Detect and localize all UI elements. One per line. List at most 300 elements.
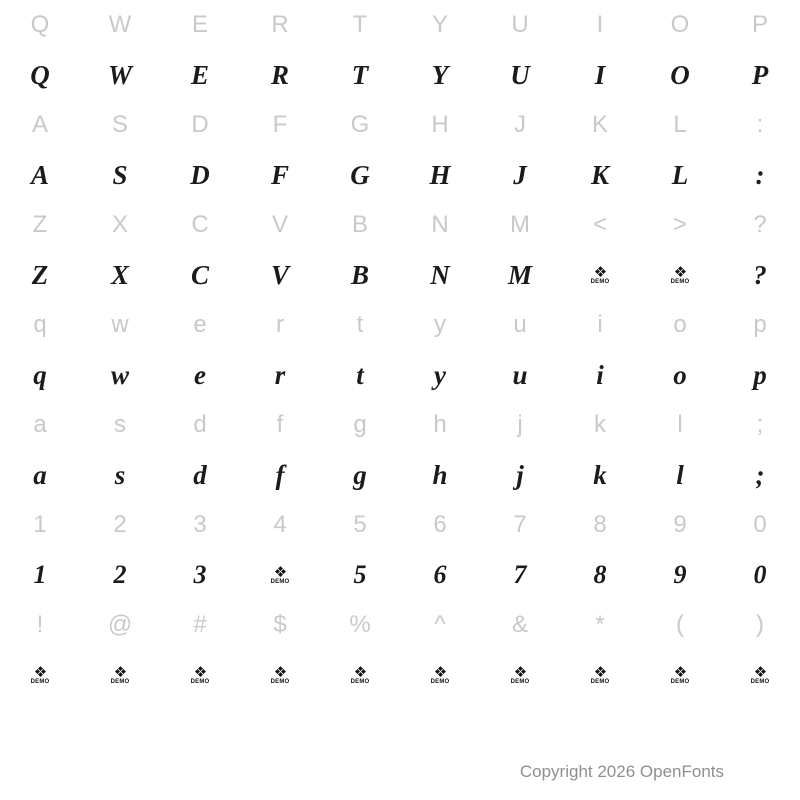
glyph-char: w [111,311,129,338]
glyph-char: L [671,159,689,190]
ornament-demo-glyph [0,650,80,700]
sample-glyph [480,550,560,600]
key-glyph [640,200,720,250]
glyph-char: 6 [433,511,447,538]
glyph-char: k [594,411,606,438]
glyph-char: r [276,311,284,338]
glyph-char: M [507,259,532,290]
sample-glyph [240,150,320,200]
glyph-char: L [673,111,687,138]
glyph-char: U [510,59,530,90]
glyph-char: K [590,159,609,190]
flower-ornament-icon [590,662,610,685]
key-glyph [720,100,800,150]
key-glyph [80,600,160,650]
sample-glyph [0,550,80,600]
ornament-demo-label: DEMO [270,578,290,585]
sample-glyph [320,150,400,200]
glyph-char: y [434,359,446,390]
glyph-char: p [753,359,767,390]
glyph-char: 5 [353,560,367,589]
glyph-char: h [432,459,448,490]
key-glyph [320,300,400,350]
glyph-char: F [270,159,289,190]
sample-glyph [0,450,80,500]
flower-ornament-icon [670,662,690,685]
key-glyph [0,500,80,550]
glyph-char: l [677,411,683,438]
glyph-char: 8 [593,511,607,538]
key-glyph [720,0,800,50]
glyph-char: T [351,59,369,90]
glyph-char: D [190,159,210,190]
key-glyph [160,500,240,550]
glyph-char: Q [30,11,50,38]
key-glyph [480,400,560,450]
glyph-char: f [275,459,285,490]
glyph-char: ; [755,459,765,490]
glyph-char: 3 [193,560,207,589]
glyph-char: V [270,259,289,290]
glyph-char: ? [753,211,767,238]
sample-glyph [0,50,80,100]
key-glyph [480,200,560,250]
sample-glyph [560,50,640,100]
key-glyph [0,400,80,450]
glyph-char: A [30,159,49,190]
glyph-char: : [755,159,765,190]
sample-glyph [480,150,560,200]
glyph-char: g [353,411,367,438]
flower-ornament-icon [30,662,50,685]
sample-glyph [560,350,640,400]
glyph-char: $ [273,611,287,638]
sample-glyph [160,550,240,600]
glyph-char: 2 [113,511,127,538]
key-glyph [320,500,400,550]
sample-glyph [640,350,720,400]
sample-glyph [640,550,720,600]
glyph-char: k [593,459,607,490]
key-glyph [560,400,640,450]
ornament-petals: ❖ [33,662,47,681]
glyph-char: # [193,611,207,638]
sample-glyph [720,250,800,300]
glyph-char: * [595,611,605,638]
key-glyph [720,600,800,650]
key-glyph [240,500,320,550]
sample-glyph [400,450,480,500]
glyph-char: N [431,211,449,238]
key-glyph [80,200,160,250]
ornament-demo-glyph [560,650,640,700]
glyph-char: u [512,359,528,390]
glyph-char: t [356,359,364,390]
sample-glyph [480,350,560,400]
glyph-char: o [673,311,687,338]
ornament-demo-label: DEMO [110,678,130,685]
key-glyph [640,600,720,650]
sample-glyph [560,450,640,500]
ornament-demo-glyph [320,650,400,700]
flower-ornament-icon [430,662,450,685]
glyph-char: D [191,111,209,138]
glyph-char: e [193,311,207,338]
ornament-demo-label: DEMO [270,678,290,685]
glyph-char: < [592,211,607,238]
flower-ornament-icon [270,562,290,585]
glyph-char: i [596,359,604,390]
ornament-petals: ❖ [273,662,287,681]
glyph-char: a [33,459,47,490]
sample-glyph [400,50,480,100]
glyph-char: S [111,111,128,138]
glyph-char: ^ [434,611,446,638]
ornament-demo-label: DEMO [670,278,690,285]
key-glyph [0,0,80,50]
key-glyph [80,100,160,150]
glyph-char: Z [32,211,48,238]
key-glyph [480,500,560,550]
key-glyph [720,200,800,250]
sample-glyph [320,250,400,300]
glyph-char: j [516,459,524,490]
key-glyph [160,600,240,650]
glyph-char: B [350,259,369,290]
key-glyph [400,100,480,150]
glyph-char: e [194,359,206,390]
key-glyph [0,200,80,250]
sample-glyph [720,50,800,100]
sample-glyph [0,150,80,200]
ornament-petals: ❖ [673,262,687,281]
glyph-char: P [751,59,769,90]
key-glyph [240,300,320,350]
glyph-char: 5 [353,511,367,538]
key-glyph [320,100,400,150]
sample-glyph [560,550,640,600]
key-glyph [160,300,240,350]
glyph-char: h [433,411,447,438]
key-glyph [160,100,240,150]
ornament-demo-glyph [720,650,800,700]
sample-glyph [400,550,480,600]
glyph-char: ; [756,411,764,438]
sample-glyph [320,550,400,600]
ornament-demo-glyph [240,550,320,600]
key-glyph [720,300,800,350]
glyph-char: R [271,11,289,38]
sample-glyph [160,350,240,400]
key-glyph [480,600,560,650]
ornament-petals: ❖ [273,562,287,581]
key-glyph [480,300,560,350]
ornament-petals: ❖ [593,662,607,681]
ornament-demo-label: DEMO [30,678,50,685]
flower-ornament-icon [750,662,770,685]
glyph-char: 6 [433,560,447,589]
key-glyph [720,500,800,550]
sample-glyph [0,350,80,400]
glyph-char: 8 [593,560,607,589]
glyph-char: U [511,11,529,38]
sample-glyph [640,50,720,100]
key-glyph [240,0,320,50]
ornament-petals: ❖ [193,662,207,681]
key-glyph [160,200,240,250]
sample-glyph [720,450,800,500]
ornament-demo-glyph [560,250,640,300]
glyph-char: G [350,111,370,138]
sample-glyph [80,550,160,600]
glyph-char: H [429,159,451,190]
sample-glyph [400,250,480,300]
sample-glyph [720,350,800,400]
sample-glyph [640,150,720,200]
key-glyph [80,500,160,550]
sample-glyph [0,250,80,300]
ornament-demo-label: DEMO [510,678,530,685]
key-glyph [0,600,80,650]
sample-glyph [720,550,800,600]
key-glyph [400,0,480,50]
glyph-char: 1 [33,560,47,589]
glyph-char: ! [36,611,44,638]
key-glyph [400,300,480,350]
glyph-char: f [276,411,284,438]
sample-glyph [400,150,480,200]
glyph-char: M [510,211,530,238]
key-glyph [560,600,640,650]
key-glyph [640,0,720,50]
glyph-char: p [753,311,767,338]
ornament-petals: ❖ [113,662,127,681]
glyph-char: q [33,359,47,390]
ornament-demo-label: DEMO [190,678,210,685]
glyph-char: I [596,11,604,38]
sample-glyph [240,350,320,400]
glyph-char: V [271,211,288,238]
key-glyph [240,400,320,450]
sample-glyph [480,50,560,100]
key-glyph [560,0,640,50]
sample-glyph [80,50,160,100]
glyph-char: 7 [513,560,527,589]
ornament-demo-label: DEMO [750,678,770,685]
sample-glyph [160,50,240,100]
ornament-demo-glyph [480,650,560,700]
glyph-char: X [111,211,128,238]
glyph-char: 1 [33,511,47,538]
glyph-char: N [430,259,450,290]
key-glyph [720,400,800,450]
key-glyph [480,0,560,50]
ornament-petals: ❖ [753,662,767,681]
glyph-char: t [356,311,364,338]
sample-glyph [480,250,560,300]
key-glyph [160,0,240,50]
key-glyph [320,200,400,250]
flower-ornament-icon [110,662,130,685]
glyph-char: E [191,11,208,38]
glyph-char: K [591,111,608,138]
glyph-char: l [676,459,684,490]
glyph-char: Z [31,259,49,290]
glyph-char: Y [431,59,449,90]
key-glyph [400,400,480,450]
sample-glyph [240,250,320,300]
glyph-char: & [511,611,528,638]
copyright-notice: Copyright 2026 OpenFonts [519,762,724,781]
sample-glyph [240,50,320,100]
glyph-char: S [112,159,128,190]
key-glyph [400,500,480,550]
key-glyph [560,200,640,250]
glyph-char: R [270,59,289,90]
glyph-char: 9 [673,560,687,589]
key-glyph [80,300,160,350]
ornament-demo-label: DEMO [670,678,690,685]
glyph-char: ( [676,611,684,638]
glyph-char: a [33,411,47,438]
glyph-char: O [670,59,690,90]
glyph-char: 9 [673,511,687,538]
sample-glyph [240,450,320,500]
key-glyph [400,600,480,650]
ornament-demo-label: DEMO [590,678,610,685]
key-glyph [320,400,400,450]
key-glyph [480,100,560,150]
key-glyph [240,200,320,250]
ornament-demo-glyph [640,650,720,700]
glyph-char: 3 [193,511,207,538]
ornament-demo-glyph [160,650,240,700]
glyph-char: O [670,11,690,38]
glyph-char: P [751,11,768,38]
flower-ornament-icon [270,662,290,685]
ornament-demo-glyph [240,650,320,700]
glyph-char: > [672,211,687,238]
sample-glyph [560,150,640,200]
ornament-demo-label: DEMO [350,678,370,685]
ornament-petals: ❖ [593,262,607,281]
sample-glyph [320,350,400,400]
glyph-char: C [191,211,209,238]
sample-glyph [720,150,800,200]
key-glyph [640,400,720,450]
key-glyph [640,500,720,550]
key-glyph [0,100,80,150]
key-glyph [560,300,640,350]
key-glyph [240,600,320,650]
glyph-char: Y [431,11,448,38]
glyph-char: d [193,459,207,490]
glyph-char: r [274,359,286,390]
glyph-char: 2 [113,560,127,589]
glyph-char: W [108,11,132,38]
ornament-petals: ❖ [353,662,367,681]
glyph-char: 0 [753,511,767,538]
glyph-char: s [114,411,126,438]
ornament-demo-label: DEMO [430,678,450,685]
key-glyph [640,100,720,150]
glyph-char: T [352,11,368,38]
key-glyph [320,600,400,650]
glyph-char: A [31,111,48,138]
ornament-petals: ❖ [673,662,687,681]
glyph-char: F [272,111,288,138]
glyph-char: : [756,111,764,138]
glyph-char: i [597,311,603,338]
sample-glyph [80,150,160,200]
key-glyph [640,300,720,350]
key-glyph [160,400,240,450]
glyph-char: B [351,211,368,238]
glyph-char: w [110,359,129,390]
glyph-char: ? [753,259,767,290]
flower-ornament-icon [350,662,370,685]
glyph-char: q [33,311,47,338]
ornament-demo-glyph [400,650,480,700]
glyph-char: g [353,459,367,490]
glyph-char: E [190,59,209,90]
glyph-char: 4 [273,511,287,538]
ornament-demo-label: DEMO [590,278,610,285]
glyph-char: @ [107,611,133,638]
sample-glyph [160,250,240,300]
glyph-char: H [431,111,449,138]
ornament-demo-glyph [640,250,720,300]
glyph-char: % [349,611,371,638]
sample-glyph [320,450,400,500]
flower-ornament-icon [510,662,530,685]
glyph-char: d [193,411,207,438]
sample-glyph [80,350,160,400]
glyph-char: W [107,59,132,90]
glyph-char: Q [30,59,50,90]
glyph-char: G [350,159,370,190]
key-glyph [0,300,80,350]
glyph-char: y [434,311,446,338]
key-glyph [80,400,160,450]
sample-glyph [480,450,560,500]
ornament-petals: ❖ [433,662,447,681]
sample-glyph [160,450,240,500]
glyph-char: J [513,159,527,190]
glyph-char: u [513,311,527,338]
key-glyph [80,0,160,50]
glyph-char: J [514,111,526,138]
glyph-char: I [594,59,606,90]
flower-ornament-icon [670,262,690,285]
key-glyph [240,100,320,150]
glyph-char: s [114,459,126,490]
sample-glyph [80,450,160,500]
glyph-char: 7 [513,511,527,538]
glyph-char: o [673,359,687,390]
glyph-char: X [110,259,129,290]
sample-glyph [640,450,720,500]
sample-glyph [80,250,160,300]
sample-glyph [320,50,400,100]
flower-ornament-icon [590,262,610,285]
key-glyph [320,0,400,50]
ornament-petals: ❖ [513,662,527,681]
sample-glyph [160,150,240,200]
glyph-char: 0 [753,560,767,589]
glyph-char: ) [756,611,764,638]
key-glyph [560,500,640,550]
